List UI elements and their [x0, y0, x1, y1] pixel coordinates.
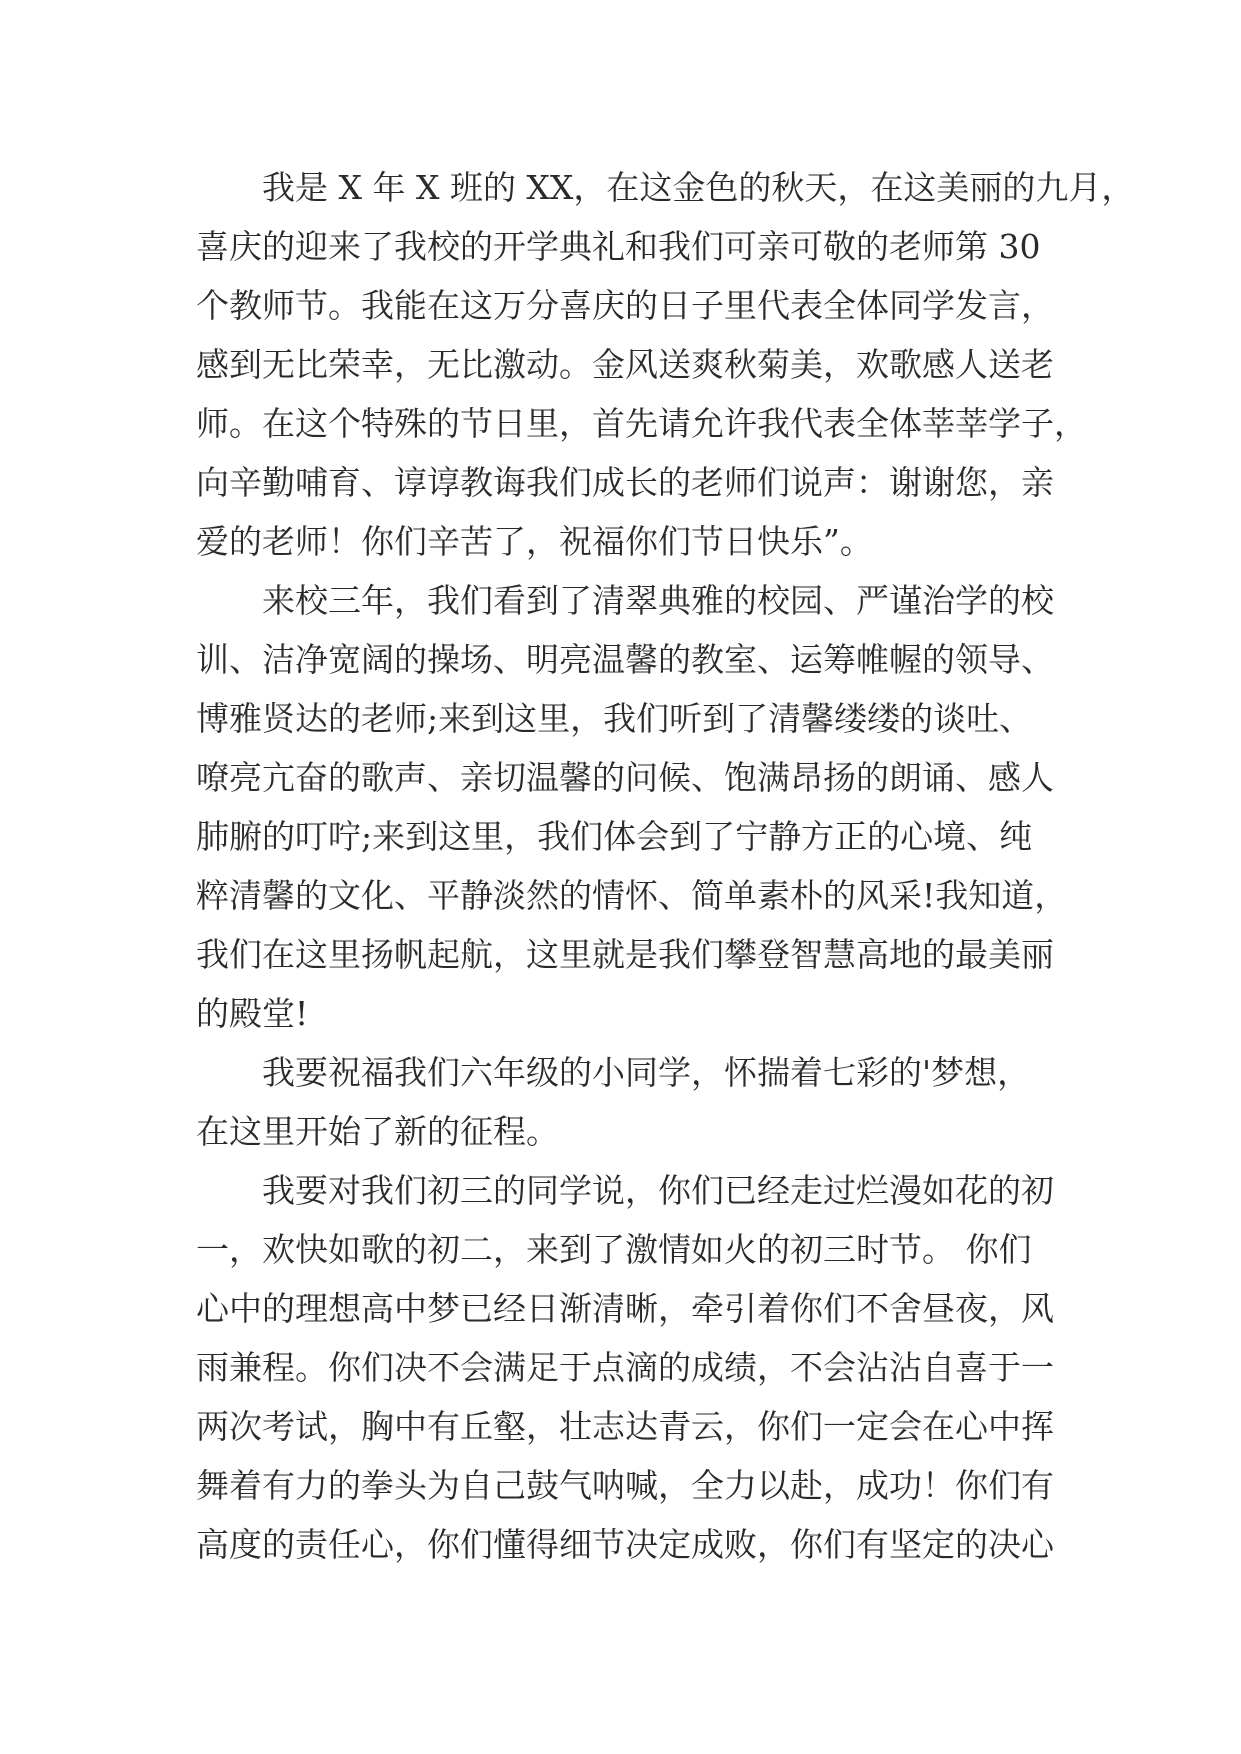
text-line: 雨兼程。你们决不会满足于点滴的成绩，不会沾沾自喜于一	[196, 1348, 1054, 1387]
text-line: 粹清馨的文化、平静淡然的情怀、简单素朴的风采!我知道，	[196, 876, 1068, 915]
text-line: 爱的老师！你们辛苦了，祝福你们节日快乐”。	[196, 522, 873, 561]
text-line: 嘹亮亢奋的歌声、亲切温馨的问候、饱满昂扬的朗诵、感人	[196, 758, 1054, 797]
text-line: 师。在这个特殊的节日里，首先请允许我代表全体莘莘学子，	[196, 404, 1087, 443]
text-line: 个教师节。我能在这万分喜庆的日子里代表全体同学发言，	[196, 286, 1054, 325]
document-body	[196, 158, 1135, 1574]
paragraph-4	[196, 1161, 1076, 1574]
paragraph-3	[196, 1043, 1076, 1161]
text-line: 一，欢快如歌的初二，来到了激情如火的初三时节。 你们	[196, 1230, 1032, 1269]
text-line: 高度的责任心，你们懂得细节决定成败，你们有坚定的决心	[196, 1525, 1054, 1564]
text-line: 在这里开始了新的征程。	[196, 1112, 559, 1151]
text-line: 我要祝福我们六年级的小同学，怀揣着七彩的'梦想，	[262, 1053, 1031, 1092]
text-line: 向辛勤哺育、谆谆教诲我们成长的老师们说声：谢谢您，亲	[196, 463, 1054, 502]
text-line: 心中的理想高中梦已经日渐清晰，牵引着你们不舍昼夜，风	[196, 1289, 1054, 1328]
text-line: 训、洁净宽阔的操场、明亮温馨的教室、运筹帷幄的领导、	[196, 640, 1054, 679]
paragraph-1	[196, 158, 1135, 571]
text-line: 我是 X 年 X 班的 XX，在这金色的秋天，在这美丽的九月，	[262, 168, 1135, 207]
text-line: 我们在这里扬帆起航，这里就是我们攀登智慧高地的最美丽	[196, 935, 1054, 974]
text-line: 的殿堂!	[196, 994, 309, 1033]
paragraph-2	[196, 571, 1076, 1043]
text-line: 博雅贤达的老师;来到这里，我们听到了清馨缕缕的谈吐、	[196, 699, 1033, 738]
text-line: 舞着有力的拳头为自己鼓气呐喊，全力以赴，成功！你们有	[196, 1466, 1054, 1505]
text-line: 我要对我们初三的同学说，你们已经走过烂漫如花的初	[262, 1171, 1054, 1210]
text-line: 两次考试，胸中有丘壑，壮志达青云，你们一定会在心中挥	[196, 1407, 1054, 1446]
text-line: 感到无比荣幸，无比激动。金风送爽秋菊美，欢歌感人送老	[196, 345, 1054, 384]
text-line: 喜庆的迎来了我校的开学典礼和我们可亲可敬的老师第 30	[196, 227, 1041, 266]
text-line: 肺腑的叮咛;来到这里，我们体会到了宁静方正的心境、纯	[196, 817, 1033, 856]
text-line: 来校三年，我们看到了清翠典雅的校园、严谨治学的校	[262, 581, 1054, 620]
